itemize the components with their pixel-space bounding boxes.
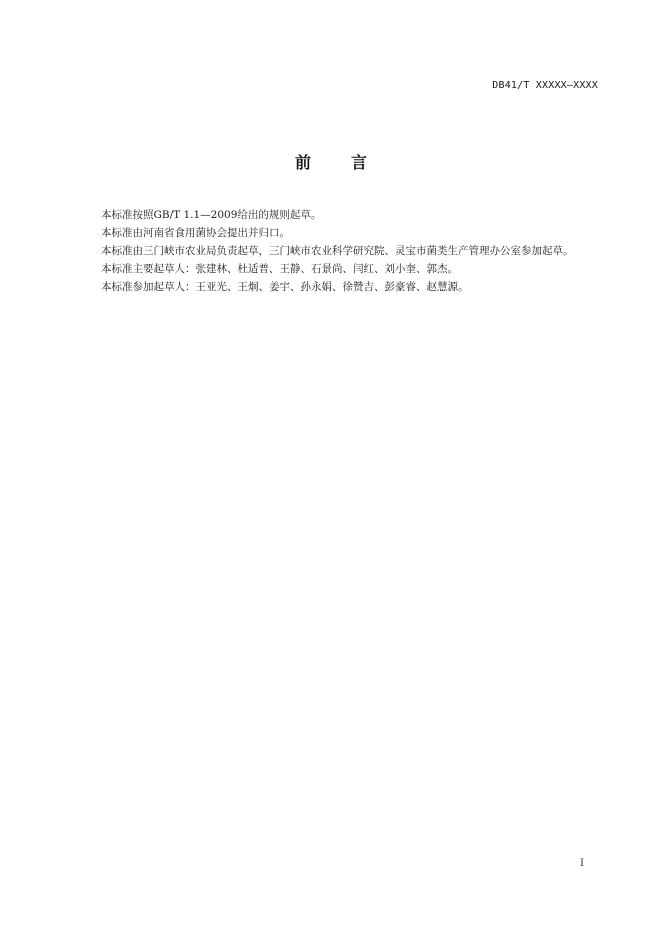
- title-char-1: 前: [294, 153, 311, 172]
- paragraph-participating-drafters: 本标准参加起草人：王亚光、王炯、姜宇、孙永娟、徐赞吉、彭豪睿、赵慧源。: [101, 281, 469, 293]
- standard-code: DB41/T XXXXX—XXXX: [492, 80, 598, 91]
- paragraph-drafting-rules: 本标准按照GB/T 1.1—2009给出的规则起草。: [101, 209, 322, 221]
- foreword-body: [80, 206, 602, 296]
- page-title: [0, 150, 662, 173]
- page-number: I: [580, 858, 584, 869]
- paragraph-proposer: 本标准由河南省食用菌协会提出并归口。: [101, 227, 290, 239]
- paragraph-main-drafters: 本标准主要起草人：张建林、杜适普、王静、石景尚、闫红、刘小奎、郭杰。: [101, 263, 458, 275]
- title-char-2: 言: [351, 153, 368, 172]
- paragraph-drafting-units: 本标准由三门峡市农业局负责起草，三门峡市农业科学研究院、灵宝市菌类生产管理办公室参加起草。: [101, 245, 574, 257]
